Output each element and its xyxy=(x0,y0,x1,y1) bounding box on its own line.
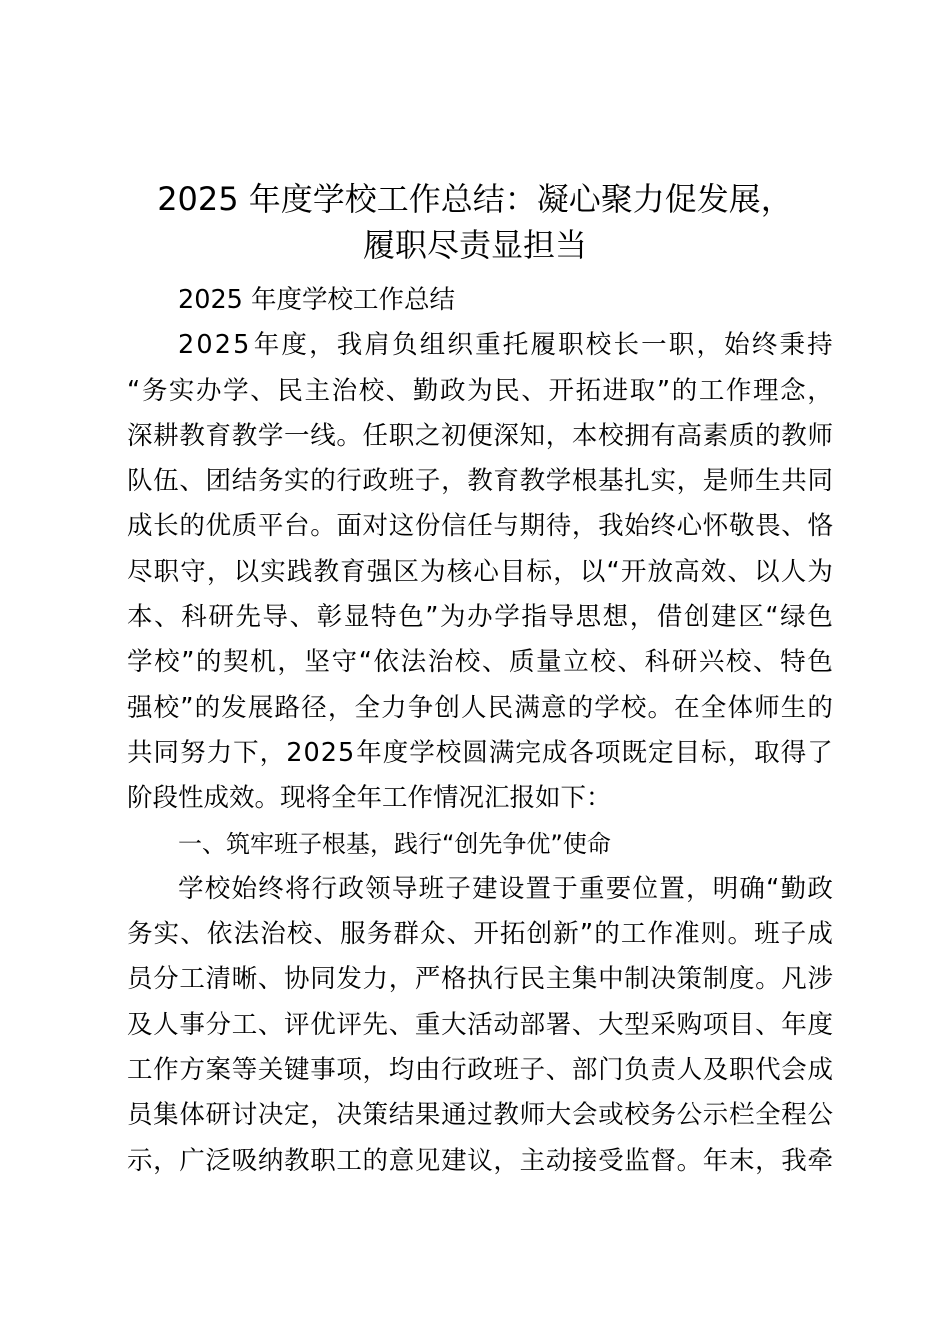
paragraph-line: 学 校 ” 的 契 机 ， 坚 守 “ 依 法 治 校 、 质 量 立 校 、 科 研 兴 校 、 特 色 xyxy=(127,647,833,678)
document-body xyxy=(127,278,833,1184)
paragraph-line: 深 耕 教 育 教 学 一 线 。 任 职 之 初 便 深 知 ， 本 校 拥 有 高 素 质 的 教 师 xyxy=(127,420,833,451)
paragraph-line: 学 校 始 终 将 行 政 领 导 班 子 建 设 置 于 重 要 位 置 ， 明 确 “ 勤 政 xyxy=(178,873,833,904)
paragraph-line: “ 务 实 办 学 、 民 主 治 校 、 勤 政 为 民 、 开 拓 进 取 ” 的 工 作 理 念 ， xyxy=(127,375,833,406)
paragraph-line: 阶段性成效。现将全年工作情况汇报如下： xyxy=(127,783,612,814)
paragraph-line: 强 校 ” 的 发 展 路 径 ， 全 力 争 创 人 民 满 意 的 学 校 。 在 全 体 师 生 的 xyxy=(127,692,833,723)
paragraph-line: 示 ， 广 泛 吸 纳 教 职 工 的 意 见 建 议 ， 主 动 接 受 监 督 。 年 末 ， 我 牵 xyxy=(127,1145,833,1176)
title-line-1: 2025 年度学校工作总结：凝心聚力促发展， xyxy=(157,180,793,218)
paragraph-line: 2 0 2 5 年 度 ， 我 肩 负 组 织 重 托 履 职 校 长 一 职 ， 始 终 秉 持 xyxy=(178,330,833,361)
paragraph-line: 工 作 方 案 等 关 键 事 项 ， 均 由 行 政 班 子 、 部 门 负 责 人 及 职 代 会 成 xyxy=(127,1055,833,1086)
paragraph-line: 及 人 事 分 工 、 评 优 评 先 、 重 大 活 动 部 署 、 大 型 采 购 项 目 、 年 度 xyxy=(127,1009,833,1040)
paragraph-line: 队 伍 、 团 结 务 实 的 行 政 班 子 ， 教 育 教 学 根 基 扎 实 ， 是 师 生 共 同 xyxy=(127,466,833,497)
paragraph-line: 2025 年度学校工作总结 xyxy=(178,285,456,315)
paragraph-line: 共 同 努 力 下 ， 2 0 2 5 年 度 学 校 圆 满 完 成 各 项 既 定 目 标 ， 取 得 了 xyxy=(127,737,833,768)
paragraph-line: 本 、 科 研 先 导 、 彰 显 特 色 ” 为 办 学 指 导 思 想 ， 借 创 建 区 “ 绿 色 xyxy=(127,602,833,633)
paragraph-line: 尽 职 守 ， 以 实 践 教 育 强 区 为 核 心 目 标 ， 以 “ 开 放 高 效 、 以 人 为 xyxy=(127,556,833,587)
paragraph-line: 成 长 的 优 质 平 台 。 面 对 这 份 信 任 与 期 待 ， 我 始 终 心 怀 敬 畏 、 恪 xyxy=(127,511,833,542)
paragraph-line: 员 集 体 研 讨 决 定 ， 决 策 结 果 通 过 教 师 大 会 或 校 务 公 示 栏 全 程 公 xyxy=(127,1100,833,1131)
paragraph-line: 务 实 、 依 法 治 校 、 服 务 群 众 、 开 拓 创 新 ” 的 工 作 准 则 。 班 子 成 xyxy=(127,919,833,950)
section-heading: 一、筑牢班子根基，践行“创先争优”使命 xyxy=(178,829,611,858)
document-title xyxy=(100,176,850,268)
title-line-2: 履职尽责显担当 xyxy=(362,226,587,264)
paragraph-line: 员 分 工 清 晰 、 协 同 发 力 ， 严 格 执 行 民 主 集 中 制 决 策 制 度 。 凡 涉 xyxy=(127,964,833,995)
